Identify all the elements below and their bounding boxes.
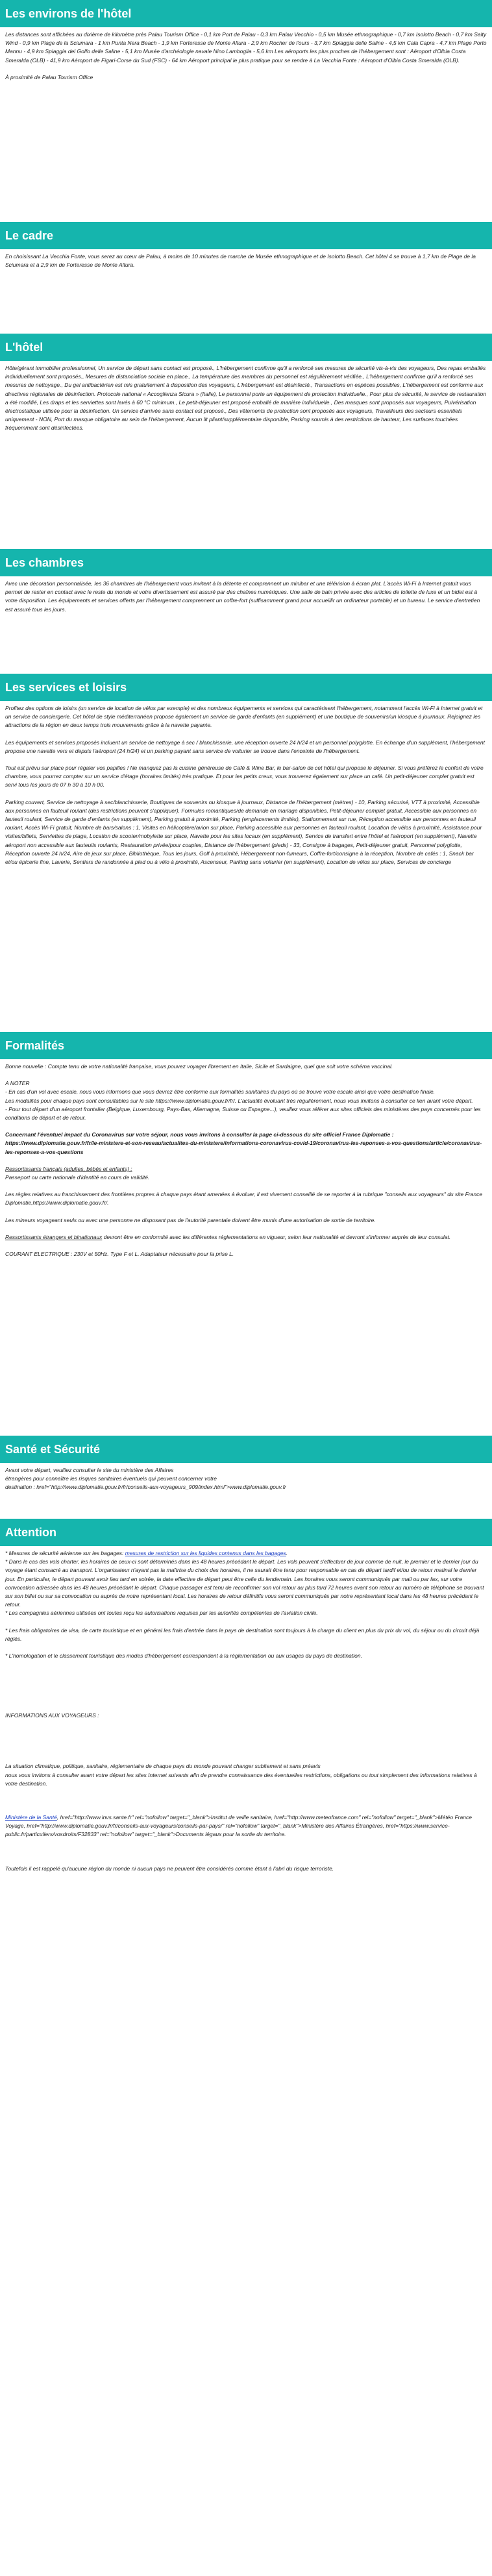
paragraph: * Les frais obligatoires de visa, de carte touristique et en général les frais d'entrée dans le pays de destination sont toujours à la charge du client en plus du prix du vol, du séjour ou du circuit déjà réglés. <box>5 1626 480 1642</box>
paragraph: INFORMATIONS AUX VOYAGEURS : <box>5 1712 99 1719</box>
text-line: . <box>286 1550 288 1556</box>
note-line: - Pour tout départ d'un aéroport frontalier (Belgique, Luxembourg, Pays-Bas, Allemagne, Suisse ou Espagne...), veuillez vous référer aux sites officiels des ministères des pays concernés pour les conditions de départ et de retour. <box>5 1105 481 1122</box>
paragraph: En choisissant La Vecchia Fonte, vous serez au cœur de Palau, à moins de 10 minutes de marche de Musée ethnographique et de Isolotto Beach. Cet hôtel 4 se trouve à 1,7 km de Plage de la Sciumara et à 2,9 km de Forteresse de Monte Altura. <box>5 253 476 269</box>
paragraph: Bonne nouvelle : Compte tenu de votre nationalité française, vous pouvez voyager librement en Italie, Sicile et Sardaigne, quel que soit votre schéma vaccinal. <box>5 1063 393 1070</box>
section-title: Les chambres <box>0 549 492 576</box>
paragraph <box>5 1233 487 1242</box>
paragraph: Tout est prévu sur place pour régaler vos papilles ! Ne manquez pas la cuisine généreuse de Café & Wine Bar, le bar-salon de cet hôtel qui propose le déjeuner. Si vous préférez le confort de votre chambre, vous pourrez compter sur un service d'étage (horaires limités) très pratique. Et pour les petits creux, vous trouverez également sur place un café. Un petit-déjeuner complet gratuit est servi tous les jours de 07 h 30 à 10 h 00. <box>5 765 484 789</box>
heading-underlined: Ressortissants français (adultes, bébés et enfants) : <box>5 1165 132 1172</box>
text-line: * Les compagnies aériennes utilisées ont toutes reçu les autorisations requises par les autorités compétentes de l'aviation civile. <box>5 1610 318 1617</box>
paragraph <box>5 1079 487 1122</box>
paragraph: * L'homologation et le classement touristique des modes d'hébergement correspondent à la réglementation ou aux usages du pays de destination. <box>5 1652 362 1660</box>
section-attention <box>0 1519 492 1873</box>
paragraph: Parking couvert, Service de nettoyage à sec/blanchisserie, Boutiques de souvenirs ou kiosque à journaux, Distance de l'hébergement (mètres) - 10, Parking sécurisé, VTT à proximité, Accessible aux personnes en fauteuil roulant (des restrictions peuvent s'appliquer), Formules romantiques/de demande en mariage disponibles, Petit-déjeuner complet gratuit, Accessible aux personnes en fauteuil roulant, Service de garde d'enfants (en supplément), Parking gratuit à proximité, Parking (emplacements limités), Stationnement sur rue, Réception accessible aux personnes en fauteuil roulant, Accès Wi-Fi gratuit, Nombre de bars/salons : 1, Visites en hélicoptère/avion sur place, Parking accessible aux personnes en fauteuil roulant, Location de vélos à proximité, Assistance pour visites/billets, Serviettes de plage, Location de scooter/mobylette sur place, Navette pour les sites locaux (en supplément), Service de transfert entre l'hôtel et l'aéroport (en supplément), Navette aéroport non accessible aux fauteuils roulants, Restauration privée/pour couples, Distance de l'hébergement (pieds) - 33, Consigne à bagages, Petit-déjeuner gratuit, Personnel polyglotte, Réception ouverte 24 h/24, Aire de jeux sur place, Bibliothèque, Tous les jours, Golf à proximité, Hébergement non-fumeurs, Coffre-fort/consigne à la réception, Nombre de cafés : 1, Snack bar et/ou épicerie fine, Laverie, Sentiers de randonnée à pied ou à vélo à proximité, Ascenseur, Parking sans voiturier (en supplément), Location de vélos sur place, Services de concierge <box>5 798 482 866</box>
paragraph <box>5 1813 487 1839</box>
section-title: Santé et Sécurité <box>0 1436 492 1463</box>
text-line: devront être en conformité avec les différentes réglementations en vigueur, selon leur nationalité et devront s'informer auprès de leur consulat. <box>102 1233 451 1240</box>
section-formalites <box>0 1032 492 1436</box>
section-title: Attention <box>0 1519 492 1546</box>
section-chambres <box>0 549 492 674</box>
paragraph <box>5 1466 487 1492</box>
section-title: Les environs de l'hôtel <box>0 0 492 27</box>
note-line: - En cas d'un vol avec escale, nous vous informons que vous devrez être conforme aux formalités sanitaires du pays où se trouve votre escale ainsi que votre destination finale. <box>5 1088 436 1096</box>
text-line: destination : href="http://www.diplomatie.gouv.fr/fr/conseils-aux-voyageurs_909/index.html">www.diplomatie.gouv.fr <box>5 1484 286 1491</box>
paragraph <box>5 1549 487 1618</box>
paragraph: Profitez des options de loisirs (un service de location de vélos par exemple) et des nombreux équipements et services qui caractérisent l'hébergement, notamment l'accès Wi-Fi à Internet gratuit et un service de conciergerie. Cet hôtel de style méditerranéen propose également un service de garde d'enfants (en supplément) et une boutique de souvenirs/un kiosque à journaux. Rejoignez les attractions de la région en deux temps trois mouvements grâce à la navette payante. <box>5 705 483 729</box>
text-line: * Dans le cas des vols charter, les horaires de ceux-ci sont déterminés dans les 48 heures précédant le départ. Les vols peuvent s'effectuer de jour comme de nuit, le premier et le dernier jour du voyage étant consacré au transport. L'organisateur n'ayant pas la maîtrise du choix des horaires, il ne saurait être tenu pour responsable en cas de départ tardif et/ou de retour matinal le dernier jour. En particulier, le départ pouvant avoir lieu tard en soirée, la date effective de départ peut être celle du lendemain. Les horaires vous seront communiqués par mail ou par fax, sur votre convocation adressée dans les 48 heures précédant le départ. Chaque passager est tenu de reconfirmer son vol retour au plus tard 72 heures avant son retour au numéro de téléphone se trouvant sur son billet ou sur sa convocation ou auprès de notre représentant local. Les horaires de retour définitifs vous seront communiqués par notre représentant local dans les 48 heures précédant le retour. <box>5 1558 484 1608</box>
text-line: nous vous invitons à consulter avant votre départ les sites Internet suivants afin de prendre connaissance des éventuelles restrictions, obligations ou tout simplement des informations relatives à votre destination. <box>5 1771 477 1787</box>
paragraph: Les équipements et services proposés incluent un service de nettoyage à sec / blanchisserie, une réception ouverte 24 h/24 et un personnel polyglotte. En échange d'un supplément, l'hébergement propose une navette vers et depuis l'aéroport (24 h/24) et un parking payant sans service de voiturier se trouve dans l'enceinte de l'hébergement. <box>5 739 485 754</box>
note-line: Les modalités pour chaque pays sont consultables sur le site https://www.diplomatie.gouv.fr/fr/. L'actualité évoluant très régulièrement, nous vous invitons à consulter ce lien avant votre départ. <box>5 1097 473 1104</box>
section-cadre <box>0 222 492 334</box>
section-title: L'hôtel <box>0 334 492 361</box>
paragraph: Les mineurs voyageant seuls ou avec une personne ne disposant pas de l'autorité parentale doivent être munis d'une autorisation de sortie de territoire. <box>5 1216 376 1223</box>
paragraph: Hôte/gérant immobilier professionnel, Un service de départ sans contact est proposé., L'hébergement confirme qu'il a renforcé ses mesures de sécurité vis-à-vis des voyageurs, Des repas emballés individuellement sont proposés., Mesures de distanciation sociale en place., La température des membres du personnel est régulièrement vérifiée., L'hébergement confirme qu'il a renforcé ses mesures de nettoyage., Du gel antibactérien est mis gratuitement à disposition des voyageurs, L'hébergement est désinfecté., Transactions en espèces possibles, L'hébergement est conforme aux directives régionales de désinfection. Protocole national « Accoglienza Sicura » (Italie), Le personnel porte un équipement de protection individuelle., Pour plus de sécurité, le service de restauration a été modifié, Les draps et les serviettes sont lavés à 60 °C minimum., Le petit-déjeuner est proposé emballé de manière individuelle., Des masques sont proposés aux voyageurs, Pulvérisation électrostatique utilisée pour la désinfection. Un service d'arrivée sans contact est proposé., Des vêtements de protection sont proposés aux voyageurs, Travailleurs des secteurs essentiels uniquement - NON, Port du masque obligatoire au sein de l'hébergement, Aucun lit pliant/supplémentaire disponible, Parking soumis à des restrictions de hauteur, Les surfaces touchées fréquemment sont désinfectées. <box>5 365 487 432</box>
ministere-sante-link[interactable]: Ministère de la Santé <box>5 1814 57 1821</box>
paragraph <box>5 1165 487 1182</box>
paragraph: Toutefois il est rappelé qu'aucune région du monde ni aucun pays ne peuvent être considérés comme étant à l'abri du risque terroriste. <box>5 1865 334 1872</box>
heading-underlined: Ressortissants étrangers et binationaux <box>5 1233 103 1240</box>
paragraph: Les distances sont affichées au dixième de kilomètre près Palau Tourism Office - 0,1 km Port de Palau - 0,3 km Palau Vecchio - 0,5 km Musée ethnographique - 0,7 km Isolotto Beach - 0,7 km Salty Wind - 0,9 km Plage de la Sciumara - 1 km Punta Nera Beach - 1,9 km Forteresse de Monte Altura - 2,9 km Rocher de l'ours - 3,7 km Spiaggia delle Saline - 4,5 km Cala Capra - 4,7 km Plage Porto Mannu - 4,9 km Spiaggia del Golfo delle Saline - 5,1 km Musée d'archéologie navale Nino Lamboglia - 5,6 km Les aéroports les plus proches de l'hébergement sont : Aéroport d'Olbia Costa Smeralda (OLB) - 41,9 km Aéroport de Figari-Corse du Sud (FSC) - 64 km Aéroport principal le plus pratique pour se rendre à La Vecchia Fonte : Aéroport d'Olbia Costa Smeralda (OLB). <box>5 31 487 64</box>
paragraph <box>5 1762 487 1788</box>
text-line: La situation climatique, politique, sanitaire, réglementaire de chaque pays du monde pouvant changer subitement et sans préavis <box>5 1763 321 1770</box>
section-title: Les services et loisirs <box>0 674 492 701</box>
section-hotel <box>0 334 492 549</box>
section-title: Le cadre <box>0 222 492 249</box>
note-heading: A NOTER <box>5 1080 30 1087</box>
paragraph: Avec une décoration personnalisée, les 36 chambres de l'hébergement vous invitent à la détente et comprennent un minibar et une télévision à écran plat. L'accès Wi-Fi à Internet gratuit vous permet de rester en contact avec le reste du monde et votre divertissement est assuré par des chaînes numériques. Une salle de bain privée avec des articles de toilette de luxe et un bidet est à votre disposition. Les équipements et services offerts par l'hébergement comprennent un coffre-fort (suffisamment grand pour accueillir un ordinateur portable) et un bureau. Le service d'entretien est assuré tous les jours. <box>5 580 480 613</box>
paragraph: Les règles relatives au franchissement des frontières propres à chaque pays étant amenées à évoluer, il est vivement conseillé de se reporter à la rubrique "conseils aux voyageurs" du site France Diplomatie,https://www.diplomatie.gouv.fr/. <box>5 1191 483 1207</box>
liquids-restriction-link[interactable]: mesures de restriction sur les liquides contenus dans les bagages <box>125 1550 286 1556</box>
section-title: Formalités <box>0 1032 492 1059</box>
paragraph: À proximité de Palau Tourism Office <box>5 73 93 80</box>
covid-notice: Concernant l'éventuel impact du Coronavirus sur votre séjour, nous vous invitons à consulter la page ci-dessous du site officiel France Diplomatie : https://www.diplomatie.gouv.fr/fr/le-ministere-et-son-reseau/actualites-du-ministere/informations-coronavirus-covid-19/coronavirus-les-reponses-a-vos-questions/article/coronavirus-les-reponses-a-vos-questions <box>5 1131 482 1155</box>
section-services <box>0 674 492 1032</box>
text-line: Passeport ou carte nationale d'identité en cours de validité. <box>5 1174 150 1181</box>
text-line: * Mesures de sécurité aérienne sur les bagages: <box>5 1550 125 1556</box>
section-sante <box>0 1436 492 1519</box>
paragraph: COURANT ELECTRIQUE : 230V et 50Hz. Type F et L. Adaptateur nécessaire pour la prise L. <box>5 1251 234 1258</box>
section-environs <box>0 0 492 222</box>
text-line: Avant votre départ, veuillez consulter le site du ministère des Affaires <box>5 1467 174 1473</box>
text-line: étrangères pour connaître les risques sanitaires éventuels qui peuvent concerner votre <box>5 1475 217 1482</box>
text-line: , href="http://www.invs.sante.fr" rel="nofollow" target="_blank">Institut de veille sanitaire, href="http://www.meteofrance.com" rel="nofollow" target="_blank">Météo France Voyage, href="http://www.diplomatie.gouv.fr/fr/conseils-aux-voyageurs/conseils-par-pays/" rel="nofollow" target="_blank">Ministère des Affaires Étrangères, href="https://www.service-public.fr/particuliers/vosdroits/F32833" rel="nofollow" target="_blank">Documents légaux pour la sortie du territoire. <box>5 1814 472 1838</box>
